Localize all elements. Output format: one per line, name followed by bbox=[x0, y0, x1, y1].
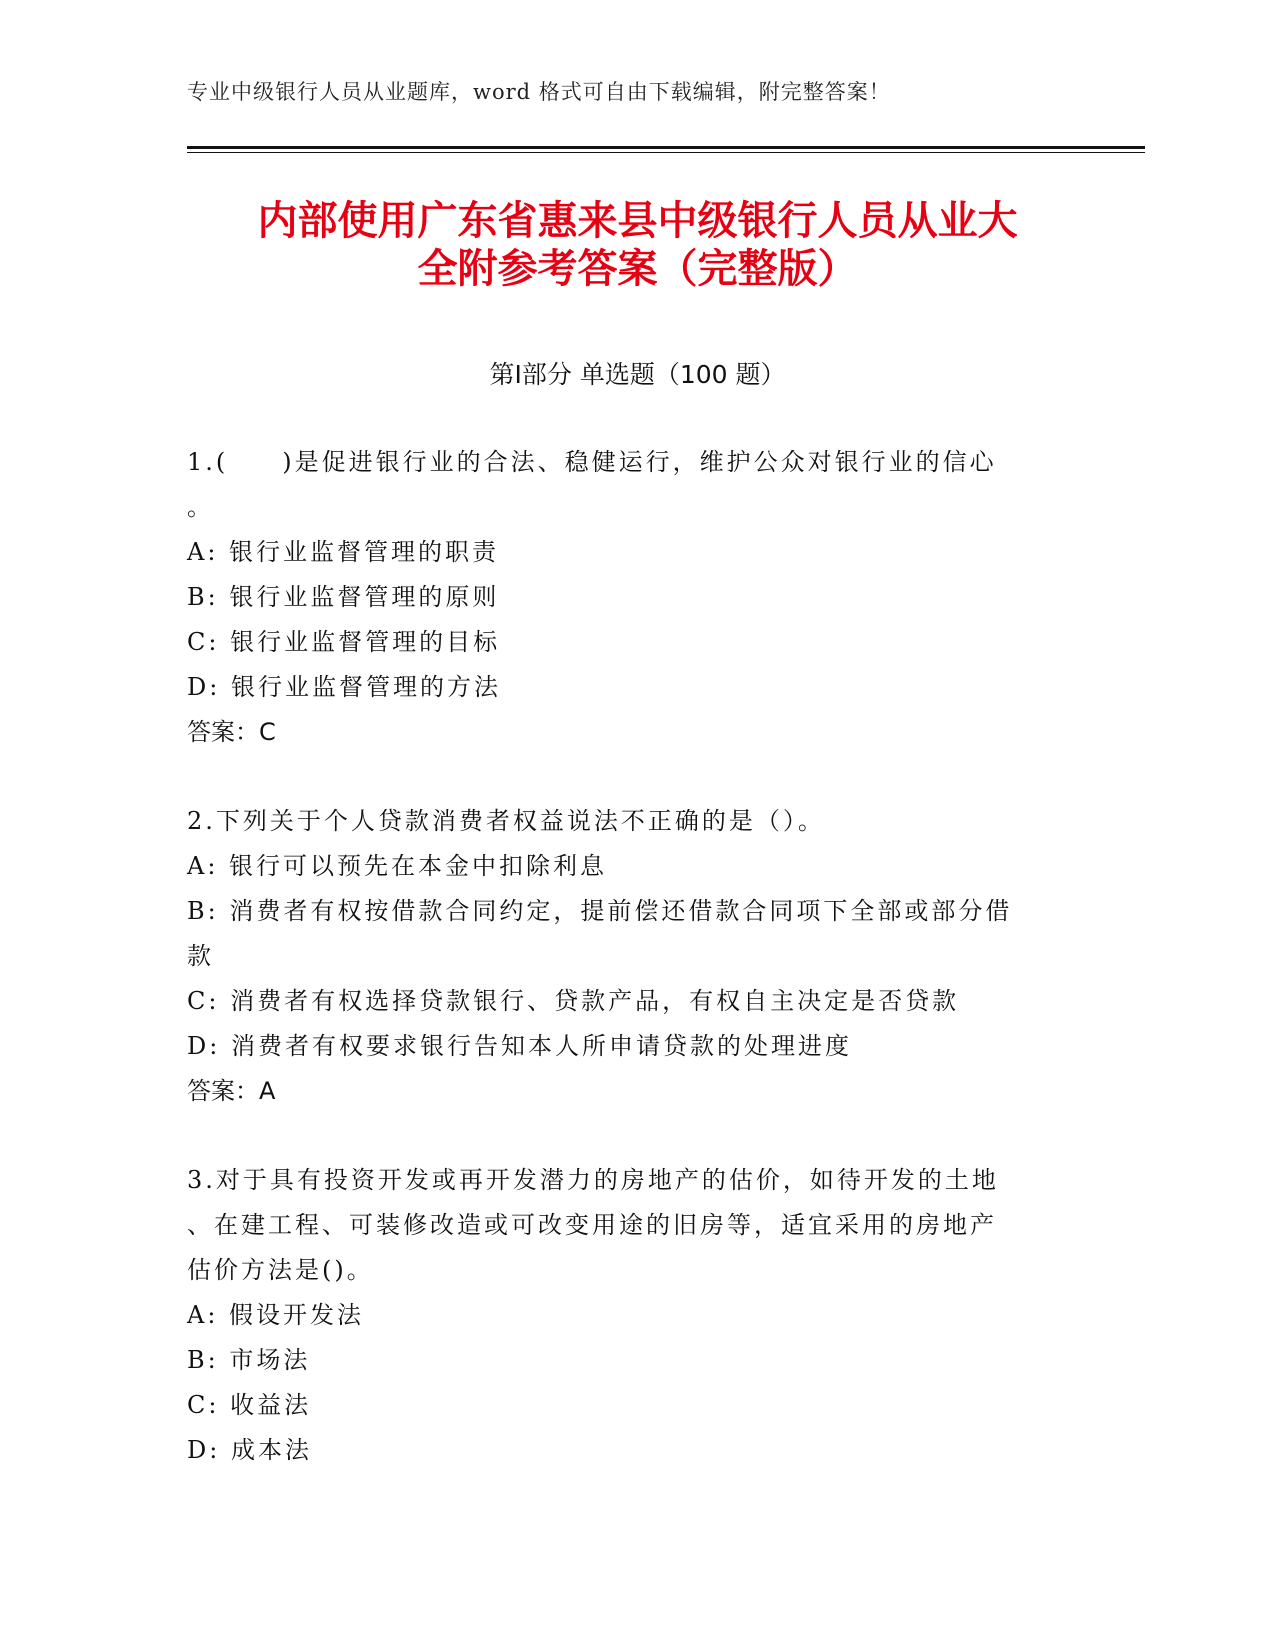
header-rule-thick bbox=[187, 146, 1145, 149]
option-b: B: 银行业监督管理的原则 bbox=[187, 583, 500, 611]
option-c: C: 收益法 bbox=[187, 1391, 312, 1419]
document-title-line-2: 全附参考答案（完整版） bbox=[417, 246, 858, 292]
question-2 bbox=[187, 799, 1067, 1114]
option-d: D: 成本法 bbox=[187, 1436, 312, 1464]
header-note: 专业中级银行人员从业题库，word 格式可自由下载编辑，附完整答案！ bbox=[187, 80, 891, 104]
question-stem: 估价方法是()。 bbox=[187, 1256, 374, 1284]
question-list bbox=[187, 440, 1067, 1517]
question-1 bbox=[187, 440, 1067, 755]
option-d: D: 银行业监督管理的方法 bbox=[187, 673, 501, 701]
document-title bbox=[150, 197, 1125, 293]
question-stem: 1.( )是促进银行业的合法、稳健运行，维护公众对银行业的信心 bbox=[187, 448, 997, 476]
option-a: A: 银行可以预先在本金中扣除利息 bbox=[187, 852, 608, 880]
option-b: B: 消费者有权按借款合同约定，提前偿还借款合同项下全部或部分借 bbox=[187, 897, 1013, 925]
question-3 bbox=[187, 1158, 1067, 1473]
question-stem: 2.下列关于个人贷款消费者权益说法不正确的是（）。 bbox=[187, 807, 825, 835]
option-a: A: 假设开发法 bbox=[187, 1301, 365, 1329]
option-b-continued: 款 bbox=[187, 942, 214, 970]
question-stem: 。 bbox=[187, 493, 214, 521]
option-d: D: 消费者有权要求银行告知本人所申请贷款的处理进度 bbox=[187, 1032, 852, 1060]
document-title-line-1: 内部使用广东省惠来县中级银行人员从业大 bbox=[257, 198, 1018, 244]
option-b: B: 市场法 bbox=[187, 1346, 311, 1374]
answer-line: 答案：C bbox=[187, 718, 276, 746]
section-heading: 第Ⅰ部分 单选题（100 题） bbox=[489, 360, 786, 389]
answer-line: 答案：A bbox=[187, 1077, 276, 1105]
question-stem: 、在建工程、可装修改造或可改变用途的旧房等，适宜采用的房地产 bbox=[187, 1211, 997, 1239]
option-c: C: 银行业监督管理的目标 bbox=[187, 628, 501, 656]
question-stem: 3.对于具有投资开发或再开发潜力的房地产的估价，如待开发的土地 bbox=[187, 1166, 999, 1194]
option-a: A: 银行业监督管理的职责 bbox=[187, 538, 500, 566]
option-c: C: 消费者有权选择贷款银行、贷款产品，有权自主决定是否贷款 bbox=[187, 987, 960, 1015]
header-rule-thin bbox=[187, 152, 1145, 153]
